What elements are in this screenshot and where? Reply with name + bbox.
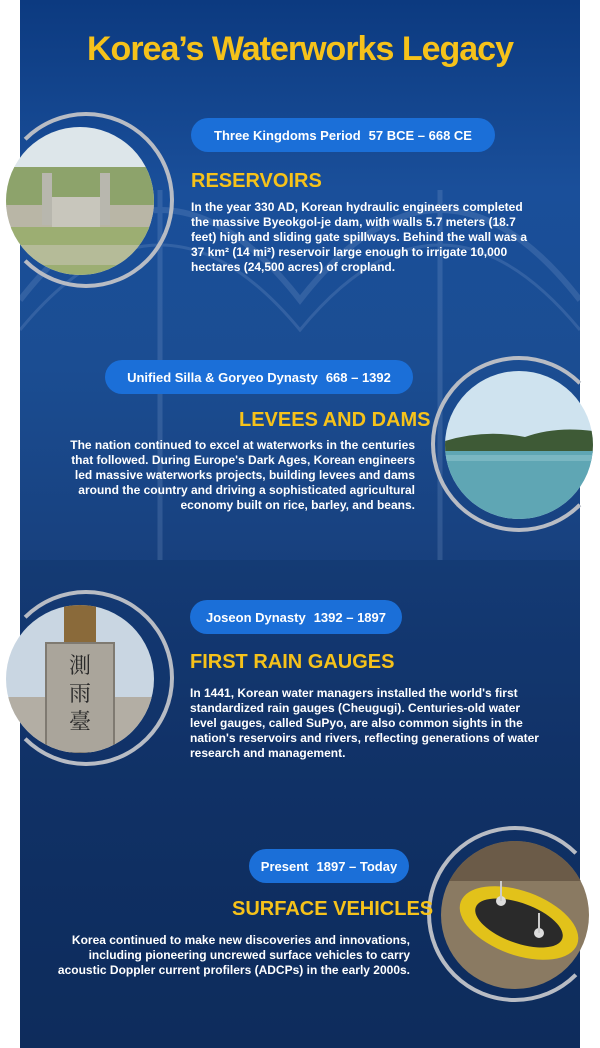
reservoir-gate-photo (6, 127, 154, 275)
period-dates: 1392 – 1897 (313, 609, 386, 625)
section-body: In the year 330 AD, Korean hydraulic engineers completed the massive Byeokgol-je dam, with walls 5.7 meters (18.7 feet) high and sliding gate spillways. Behind the wall was a 37 km² (14 mi²) reservoir large enough to irrigate 10,000 hectares (24,500 acres) of cropland. (191, 200, 528, 274)
period-pill (190, 600, 402, 634)
period-dates: 1897 – Today (316, 858, 398, 874)
section-body: The nation continued to excel at waterworks in the centuries that followed. During Europe's Dark Ages, Korean engineers led massive waterworks projects, building levees and dams around the country and driving a sophisticated agricultural economy built on rice, barley, and beans. (70, 438, 415, 512)
section-body: Korea continued to make new discoveries and innovations, including pioneering uncrewed surface vehicles to carry acoustic Doppler current profilers (ADCPs) in the early 2000s. (57, 933, 410, 977)
period-name: Unified Silla & Goryeo Dynasty (127, 369, 318, 385)
period-pill (191, 118, 495, 152)
lake-photo (445, 371, 593, 519)
surface-vehicle-photo (441, 841, 589, 989)
section-heading: FIRST RAIN GAUGES (190, 651, 395, 673)
section-heading: LEVEES AND DAMS (239, 409, 431, 431)
period-name: Three Kingdoms Period (214, 127, 361, 143)
period-name: Present (260, 858, 309, 874)
section-body: In 1441, Korean water managers installed the world's first standardized rain gauges (Cheugugi). Centuries-old water level gauges, called SuPyo, are also common sights in the nation's reservoirs and rivers, reflecting generations of water research and management. (190, 686, 539, 760)
period-name: Joseon Dynasty (206, 609, 306, 625)
period-dates: 57 BCE – 668 CE (368, 127, 472, 143)
page-title: Korea’s Waterworks Legacy (87, 30, 513, 68)
monument-char: 雨 (68, 682, 92, 707)
rain-gauge-monument-photo (6, 605, 154, 753)
period-pill (105, 360, 413, 394)
monument-char: 臺 (68, 710, 92, 735)
monument-char: 測 (68, 654, 92, 679)
period-dates: 668 – 1392 (325, 369, 391, 385)
section-heading: RESERVOIRS (191, 170, 322, 192)
section-heading: SURFACE VEHICLES (232, 898, 434, 920)
period-pill (249, 849, 409, 883)
